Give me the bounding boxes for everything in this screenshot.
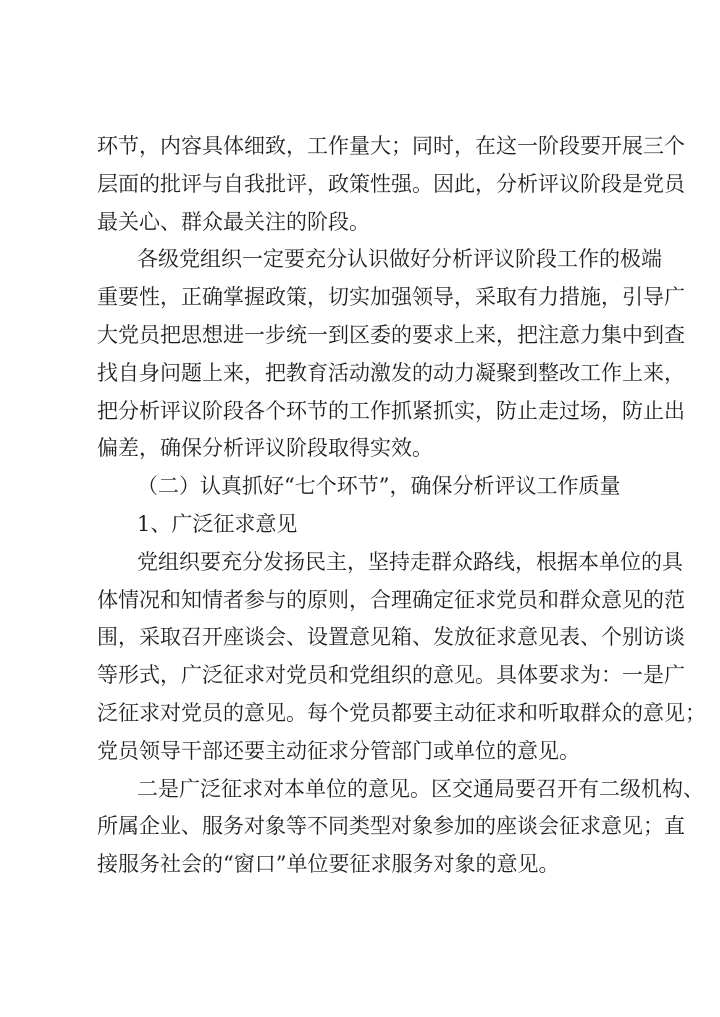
text-line: 大党员把思想进一步统一到区委的要求上来，把注意力集中到查	[97, 323, 685, 347]
text-line: 党员领导干部还要主动征求分管部门或单位的意见。	[97, 738, 580, 763]
text-line: 二是广泛征求对本单位的意见。区交通局要召开有二级机构、	[137, 776, 704, 801]
text-line: 重要性，正确掌握政策，切实加强领导，采取有力措施，引导广	[97, 285, 685, 310]
text-line: 环节，内容具体细致，工作量大；同时，在这一阶段要开展三个	[97, 134, 685, 158]
text-line: 层面的批评与自我批评，政策性强。因此，分析评议阶段是党员	[97, 171, 685, 196]
text-line: 所属企业、服务对象等不同类型对象参加的座谈会征求意见；直	[97, 814, 685, 839]
text-line: 偏差，确保分析评议阶段取得实效。	[97, 436, 433, 461]
text-line: 党组织要充分发扬民主，坚持走群众路线，根据本单位的具	[137, 549, 683, 574]
text-line: 围，采取召开座谈会、设置意见箱、发放征求意见表、个别访谈	[97, 625, 685, 650]
subsection-heading: 1、广泛征求意见	[137, 512, 298, 536]
text-line: 最关心、群众最关注的阶段。	[97, 209, 370, 234]
text-line: 等形式，广泛征求对党员和党组织的意见。具体要求为：一是广	[97, 663, 685, 688]
text-line: 把分析评议阶段各个环节的工作抓紧抓实，防止走过场，防止出	[97, 398, 685, 423]
text-line: 泛征求对党员的意见。每个党员都要主动征求和听取群众的意见；	[97, 701, 706, 725]
text-line: 接服务社会的“窗口”单位要征求服务对象的意见。	[97, 852, 560, 877]
text-line: 体情况和知情者参与的原则，合理确定征求党员和群众意见的范	[97, 587, 685, 612]
text-line: 各级党组织一定要充分认识做好分析评议阶段工作的极端	[137, 247, 662, 272]
text-line: 找自身问题上来，把教育活动激发的动力凝聚到整改工作上来，	[97, 360, 685, 385]
section-heading: （二）认真抓好“七个环节”，确保分析评议工作质量	[137, 474, 621, 499]
